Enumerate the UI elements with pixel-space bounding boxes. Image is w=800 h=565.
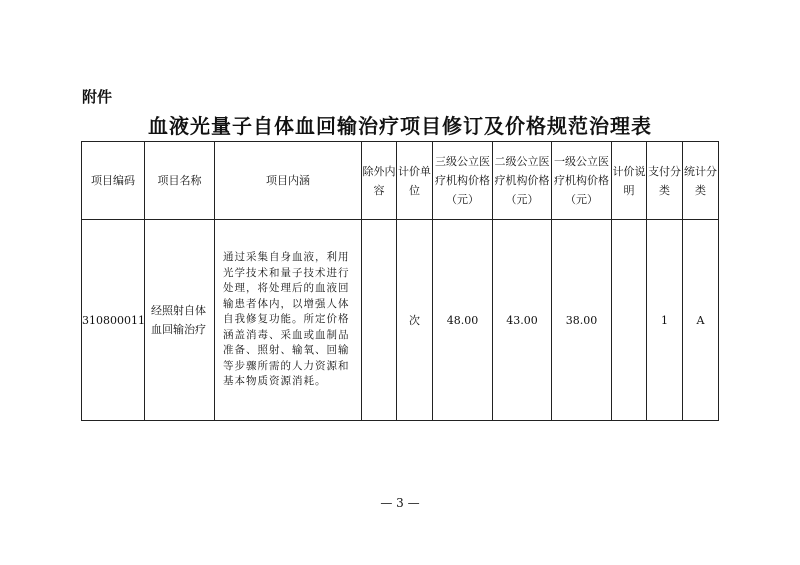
header-price-level3: 三级公立医疗机构价格（元） [433, 142, 493, 220]
header-unit: 计价单位 [397, 142, 433, 220]
cell-price-level3: 48.00 [433, 220, 493, 421]
header-pricing-note: 计价说明 [612, 142, 647, 220]
cell-excluded [362, 220, 397, 421]
header-content: 项目内涵 [215, 142, 362, 220]
header-name: 项目名称 [145, 142, 215, 220]
cell-stat-category: A [683, 220, 719, 421]
cell-code: 310800011 [82, 220, 145, 421]
price-table [81, 141, 719, 421]
cell-name: 经照射自体血回输治疗 [145, 220, 215, 421]
header-code: 项目编码 [82, 142, 145, 220]
header-stat-category: 统计分类 [683, 142, 719, 220]
document-title: 血液光量子自体血回输治疗项目修订及价格规范治理表 [148, 114, 652, 138]
header-excluded: 除外内容 [362, 142, 397, 220]
header-price-level2: 二级公立医疗机构价格（元） [493, 142, 552, 220]
cell-unit: 次 [397, 220, 433, 421]
attachment-label: 附件 [82, 88, 113, 106]
cell-payment-category: 1 [647, 220, 683, 421]
cell-pricing-note [612, 220, 647, 421]
header-price-level1: 一级公立医疗机构价格（元） [552, 142, 612, 220]
page-number: — 3 — [380, 496, 420, 510]
table-row [82, 220, 719, 421]
header-payment-category: 支付分类 [647, 142, 683, 220]
cell-price-level1: 38.00 [552, 220, 612, 421]
table-header-row [82, 142, 719, 220]
cell-price-level2: 43.00 [493, 220, 552, 421]
cell-content: 通过采集自身血液，利用光学技术和量子技术进行处理，将处理后的血液回输患者体内，以增强人体自我修复功能。所定价格涵盖消毒、采血或血制品准备、照射、输氧、回输等步骤所需的人力资源和基本物质资源消耗。 [215, 220, 362, 421]
